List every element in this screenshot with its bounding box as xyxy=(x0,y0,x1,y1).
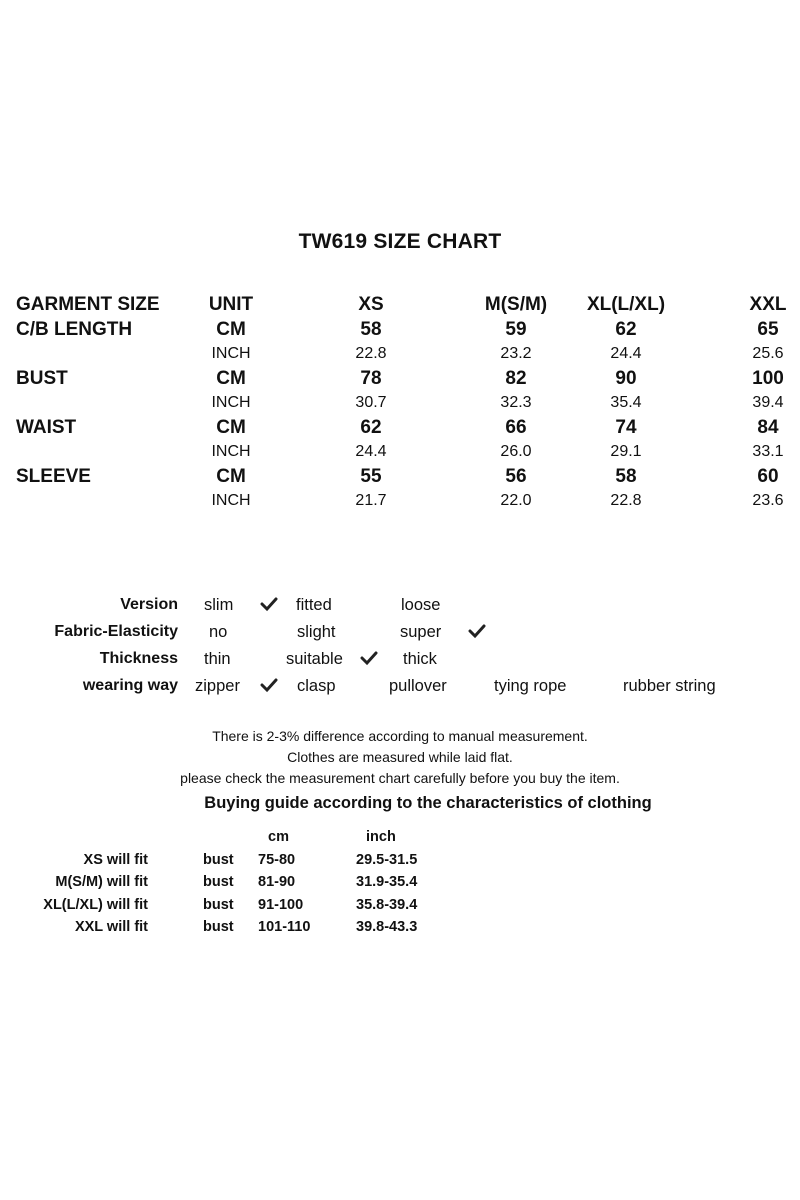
size-value: 24.4 xyxy=(355,443,387,460)
guide-inch-range: 29.5-31.5 xyxy=(356,851,418,868)
size-value: 39.4 xyxy=(752,394,784,411)
option-pullover: pullover xyxy=(389,677,447,695)
guide-row xyxy=(0,871,800,894)
attribute-label: Thickness xyxy=(99,650,178,667)
unit-label: CM xyxy=(216,416,246,438)
guide-inch-range: 39.8-43.3 xyxy=(356,919,418,935)
size-value: 55 xyxy=(360,465,382,487)
attribute-row-version xyxy=(0,592,800,619)
size-value: 58 xyxy=(360,318,382,340)
guide-measure: bust xyxy=(203,919,234,935)
option-rubber-string: rubber string xyxy=(623,677,716,695)
attribute-row-wearing-way xyxy=(0,673,800,700)
size-row xyxy=(16,489,792,514)
buying-guide-header xyxy=(0,826,800,849)
guide-measure: bust xyxy=(203,874,234,890)
header-size-m: M(S/M) xyxy=(484,294,548,315)
size-value: 56 xyxy=(505,465,527,487)
size-row xyxy=(16,416,792,441)
buying-guide-title: Buying guide according to the characteristics of clothing xyxy=(204,794,652,812)
measurement-notes xyxy=(0,726,800,789)
header-unit: UNIT xyxy=(208,294,254,315)
guide-cm-range: 101-110 xyxy=(258,919,311,935)
guide-size-label: XXL will fit xyxy=(74,919,148,935)
guide-inch-range: 35.8-39.4 xyxy=(356,896,418,913)
header-size-xl: XL(L/XL) xyxy=(586,294,666,315)
guide-size-label: XL(L/XL) will fit xyxy=(43,896,148,913)
check-icon xyxy=(260,596,278,612)
option-thin: thin xyxy=(204,650,231,668)
size-value: 23.2 xyxy=(500,345,532,362)
size-row xyxy=(16,318,792,343)
size-value: 25.6 xyxy=(752,345,784,362)
unit-label: INCH xyxy=(211,345,251,362)
guide-row xyxy=(0,894,800,917)
unit-label: CM xyxy=(216,318,246,340)
size-value: 82 xyxy=(505,367,527,389)
measurement-label: BUST xyxy=(16,367,68,389)
unit-label: INCH xyxy=(211,443,251,460)
check-icon xyxy=(260,677,278,693)
guide-row xyxy=(0,849,800,872)
header-garment-size: GARMENT SIZE xyxy=(16,294,160,315)
size-row xyxy=(16,342,792,367)
size-value: 33.1 xyxy=(752,443,784,460)
size-value: 66 xyxy=(505,416,527,438)
option-suitable: suitable xyxy=(286,650,343,668)
guide-measure: bust xyxy=(203,896,234,913)
note-line: Clothes are measured while laid flat. xyxy=(287,749,513,765)
option-tying-rope: tying rope xyxy=(494,677,567,695)
size-row xyxy=(16,391,792,416)
unit-label: INCH xyxy=(211,492,251,509)
size-value: 90 xyxy=(615,367,637,389)
guide-inch-range: 31.9-35.4 xyxy=(356,874,418,890)
size-value: 84 xyxy=(757,416,779,438)
unit-label: CM xyxy=(216,465,246,487)
size-value: 35.4 xyxy=(610,394,642,411)
option-zipper: zipper xyxy=(195,677,240,695)
size-value: 23.6 xyxy=(752,492,784,509)
note-line: There is 2-3% difference according to manual measurement. xyxy=(212,728,588,744)
check-icon xyxy=(360,650,378,666)
guide-cm-range: 91-100 xyxy=(258,896,304,913)
size-value: 65 xyxy=(757,318,779,340)
size-value: 29.1 xyxy=(610,443,642,460)
header-cm: cm xyxy=(268,829,289,845)
header-size-xs: XS xyxy=(358,294,384,315)
measurement-label: C/B LENGTH xyxy=(16,318,133,340)
size-value: 62 xyxy=(615,318,637,340)
option-clasp: clasp xyxy=(297,677,336,695)
size-value: 22.8 xyxy=(610,492,642,509)
option-no: no xyxy=(209,623,228,641)
unit-label: CM xyxy=(216,367,246,389)
measurement-label: SLEEVE xyxy=(16,465,91,487)
attribute-label: wearing way xyxy=(82,677,178,694)
size-table xyxy=(16,293,792,514)
guide-size-label: M(S/M) will fit xyxy=(55,874,148,890)
guide-measure: bust xyxy=(203,851,234,868)
note-line: please check the measurement chart carefully before you buy the item. xyxy=(180,770,620,786)
unit-label: INCH xyxy=(211,394,251,411)
size-value: 22.0 xyxy=(500,492,532,509)
size-value: 58 xyxy=(615,465,637,487)
option-super: super xyxy=(400,623,442,641)
check-icon xyxy=(468,623,486,639)
size-value: 60 xyxy=(757,465,779,487)
guide-cm-range: 75-80 xyxy=(258,851,296,868)
attribute-row-thickness xyxy=(0,646,800,673)
attribute-label: Version xyxy=(120,596,178,613)
option-fitted: fitted xyxy=(296,596,332,614)
guide-cm-range: 81-90 xyxy=(258,874,296,890)
size-row xyxy=(16,465,792,490)
option-loose: loose xyxy=(401,596,441,614)
size-value: 26.0 xyxy=(500,443,532,460)
attribute-label: Fabric-Elasticity xyxy=(54,623,178,640)
option-slim: slim xyxy=(204,596,234,614)
buying-guide-table xyxy=(0,826,800,939)
size-value: 30.7 xyxy=(355,394,387,411)
option-slight: slight xyxy=(297,623,336,641)
size-value: 74 xyxy=(615,416,637,438)
size-value: 100 xyxy=(752,367,784,389)
guide-row xyxy=(0,916,800,939)
header-inch: inch xyxy=(366,829,396,845)
option-thick: thick xyxy=(403,650,437,668)
size-row xyxy=(16,440,792,465)
size-value: 62 xyxy=(360,416,382,438)
header-size-xxl: XXL xyxy=(749,294,787,315)
attribute-row-fabric-elasticity xyxy=(0,619,800,646)
size-value: 24.4 xyxy=(610,345,642,362)
size-value: 32.3 xyxy=(500,394,532,411)
garment-attributes xyxy=(0,592,800,700)
size-value: 59 xyxy=(505,318,527,340)
guide-size-label: XS will fit xyxy=(83,851,148,868)
page-title: TW619 SIZE CHART xyxy=(298,230,502,253)
size-value: 22.8 xyxy=(355,345,387,362)
size-row xyxy=(16,367,792,392)
size-table-header xyxy=(16,293,792,318)
size-value: 78 xyxy=(360,367,382,389)
size-value: 21.7 xyxy=(355,492,387,509)
measurement-label: WAIST xyxy=(16,416,77,438)
